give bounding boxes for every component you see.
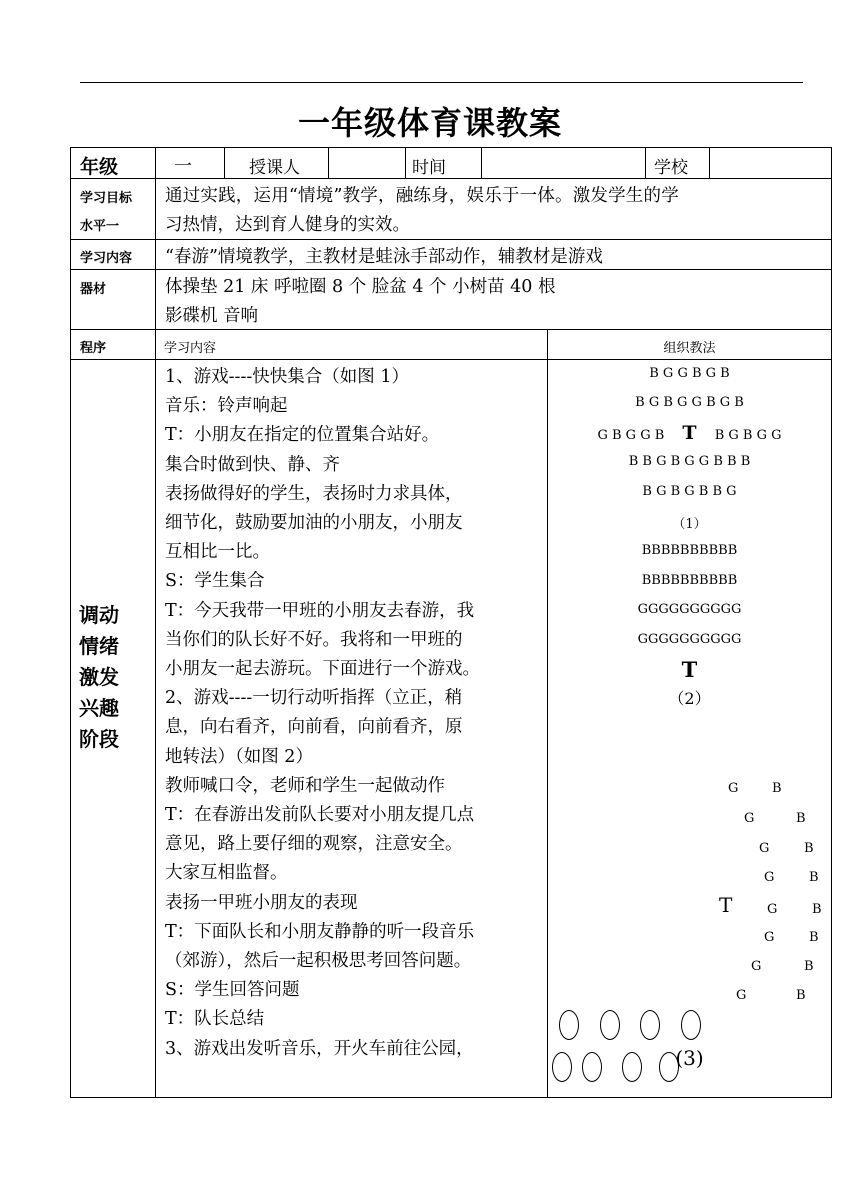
teacher-label: 授课人 xyxy=(249,158,300,178)
lesson-line: 细节化，鼓励要加油的小朋友，小朋友 xyxy=(165,513,463,534)
diagram3-b-4: B xyxy=(809,870,819,885)
goal-label-cell xyxy=(70,178,156,240)
grade-value: 一 xyxy=(174,156,192,177)
content-label: 学习内容 xyxy=(80,251,133,266)
lesson-line: T：小朋友在指定的位置集合站好。 xyxy=(165,425,440,446)
lesson-line: 大家互相监督。 xyxy=(165,863,288,884)
lesson-line: T：队长总结 xyxy=(165,1009,265,1030)
stage-label-line-4: 兴趣 xyxy=(79,696,119,720)
diagram2-row-1: BBBBBBBBBB xyxy=(641,543,738,558)
school-value-cell xyxy=(709,147,832,179)
equipment-label-cell xyxy=(70,269,156,330)
lesson-line: 互相比一比。 xyxy=(165,542,270,563)
grade-label: 年级 xyxy=(80,156,119,178)
hoop-icon xyxy=(600,1010,620,1040)
lesson-line: 1、游戏----快快集合（如图 1） xyxy=(165,367,409,387)
diagram1-row-3 xyxy=(548,422,831,444)
diagram3-caption: (3) xyxy=(675,1046,704,1070)
lesson-line: 教师喊口令，老师和学生一起做动作 xyxy=(165,775,445,796)
diagram2-row-3: GGGGGGGGGG xyxy=(637,602,742,617)
content-col-header: 学习内容 xyxy=(164,341,217,356)
diagram3-g-4: G xyxy=(764,870,775,885)
lesson-line: S：学生集合 xyxy=(165,571,265,592)
grade-label-cell xyxy=(70,147,156,179)
stage-label-line-1: 调动 xyxy=(79,603,119,627)
diagram3-g-3: G xyxy=(759,841,770,856)
diagram3-g-1: G xyxy=(728,781,739,796)
diagram3-b-2: B xyxy=(796,811,806,826)
diagram1-caption: （1） xyxy=(672,517,707,532)
time-label: 时间 xyxy=(412,158,446,178)
school-label: 学校 xyxy=(654,158,688,178)
goal-text-line-2: 习热情，达到育人健身的实效。 xyxy=(165,215,410,235)
diagram1-row-5: B G B G B B G xyxy=(642,484,737,499)
lesson-line: 意见，路上要仔细的观察，注意安全。 xyxy=(165,834,463,855)
equipment-line-1: 体操垫 21 床 呼啦圈 8 个 脸盆 4 个 小树苗 40 根 xyxy=(165,277,556,297)
diagram1-row-1: B G G B G B xyxy=(649,366,730,381)
goal-text-line-1: 通过实践，运用“情境”教学，融练身，娱乐于一体。激发学生的学 xyxy=(165,186,679,206)
school-label-cell xyxy=(645,147,710,179)
goal-text-cell xyxy=(155,178,832,240)
stage-label-line-5: 阶段 xyxy=(79,727,119,751)
procedure-label-cell xyxy=(70,329,156,360)
method-col-header-cell xyxy=(547,329,832,360)
diagram3-teacher: T xyxy=(719,893,733,917)
teacher-value-cell xyxy=(328,147,406,179)
diagram3-g-5: G xyxy=(767,902,778,917)
hoop-icon xyxy=(640,1010,660,1040)
diagram1-row-3-left: G B G G B xyxy=(597,428,665,443)
lesson-line: 音乐：铃声响起 xyxy=(165,396,288,417)
lesson-line: S：学生回答问题 xyxy=(165,980,300,1001)
diagram2-row-2: BBBBBBBBBB xyxy=(641,573,738,588)
lesson-line: 息，向右看齐，向前看，向前看齐，原 xyxy=(165,717,463,738)
diagram2-row-4: GGGGGGGGGG xyxy=(637,632,742,647)
content-text-cell xyxy=(155,239,832,270)
goal-label: 学习目标 xyxy=(80,191,133,206)
goal-level-label: 水平一 xyxy=(80,219,120,234)
diagram1-row-4: B B G B G G B B B xyxy=(628,454,751,469)
content-col-header-cell xyxy=(155,329,548,360)
lesson-line: 表扬做得好的学生，表扬时力求具体， xyxy=(165,483,463,504)
diagram1-row-3-right: B G B G G xyxy=(714,428,782,443)
diagram3-g-8: G xyxy=(736,988,747,1003)
stage-label-cell xyxy=(70,359,156,1098)
lesson-line: 表扬一甲班小朋友的表现 xyxy=(165,892,358,913)
lesson-line: 小朋友一起去游玩。下面进行一个游戏。 xyxy=(165,659,480,680)
lesson-line: 3、游戏出发听音乐，开火车前往公园， xyxy=(165,1038,474,1059)
diagram3-b-8: B xyxy=(796,988,806,1003)
lesson-line: 当你们的队长好不好。我将和一甲班的 xyxy=(165,629,463,650)
method-col-header: 组织教法 xyxy=(663,341,716,356)
lesson-line: T：今天我带一甲班的小朋友去春游，我 xyxy=(165,600,475,621)
hoop-icon xyxy=(681,1010,701,1040)
lesson-content xyxy=(165,363,480,1064)
diagram2-teacher: T xyxy=(681,657,698,682)
lesson-line: 集合时做到快、静、齐 xyxy=(165,454,340,475)
method-cell xyxy=(547,359,832,1098)
lesson-line: 地转法）（如图 2） xyxy=(165,746,313,767)
diagram3-b-7: B xyxy=(804,959,814,974)
diagram3-b-3: B xyxy=(804,841,814,856)
stage-label-line-3: 激发 xyxy=(79,665,119,689)
equipment-label: 器材 xyxy=(80,282,107,297)
teacher-label-cell xyxy=(224,147,329,179)
diagram1-teacher: T xyxy=(682,422,697,444)
time-value-cell xyxy=(481,147,646,179)
diagram3-b-1: B xyxy=(772,781,782,796)
lesson-line: 2、游戏----一切行动听指挥（立正，稍 xyxy=(165,688,463,709)
equipment-text-cell xyxy=(155,269,832,330)
grade-value-cell xyxy=(155,147,225,179)
lesson-line: T：在春游出发前队长要对小朋友提几点 xyxy=(165,805,475,826)
diagram3-g-6: G xyxy=(764,930,775,945)
stage-label xyxy=(79,600,119,755)
content-text: “春游”情境教学，主教材是蛙泳手部动作，辅教材是游戏 xyxy=(165,247,603,267)
lesson-plan-table xyxy=(70,147,832,1098)
diagram2-caption: （2） xyxy=(668,689,711,708)
diagram3-g-7: G xyxy=(751,959,762,974)
diagram3-g-2: G xyxy=(744,811,755,826)
procedure-label: 程序 xyxy=(80,341,107,356)
lesson-line: （郊游），然后一起积极思考回答问题。 xyxy=(165,951,472,972)
time-label-cell xyxy=(405,147,482,179)
diagram1-row-2: B G B G G B G B xyxy=(635,395,744,410)
content-label-cell xyxy=(70,239,156,270)
page-title: 一年级体育课教案 xyxy=(297,104,562,142)
diagram3-b-5: B xyxy=(812,902,822,917)
top-rule xyxy=(80,82,803,83)
stage-label-line-2: 情绪 xyxy=(79,634,119,658)
hoop-icon xyxy=(559,1010,579,1040)
lesson-content-cell xyxy=(155,359,548,1098)
lesson-line: T：下面队长和小朋友静静的听一段音乐 xyxy=(165,921,475,942)
equipment-line-2: 影碟机 音响 xyxy=(165,306,259,326)
diagram3-b-6: B xyxy=(809,930,819,945)
